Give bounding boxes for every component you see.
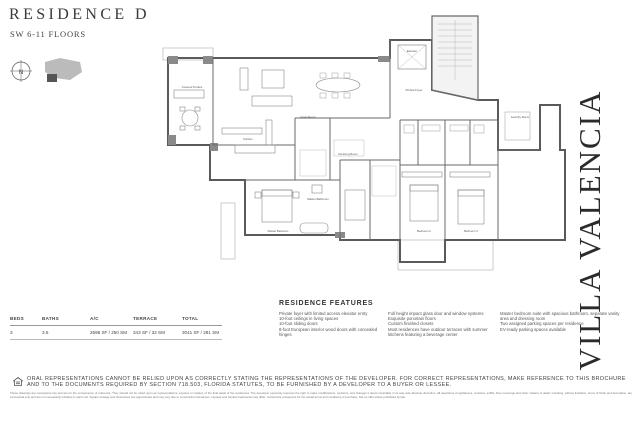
exterior-walls (168, 40, 565, 262)
feature-item: 10-foot ceilings in living spaces (279, 316, 339, 322)
features-title: RESIDENCE FEATURES (279, 300, 374, 307)
master-bath-fixtures (300, 185, 365, 233)
spec-value-terrace: 343 SF / 32 SM (133, 330, 165, 335)
room-label-laundry: Laundry Room (510, 115, 530, 119)
stair-core (432, 16, 478, 100)
spec-table (10, 312, 222, 340)
closets (300, 140, 396, 196)
feature-item: EV-ready parking spaces available (500, 326, 566, 332)
brand-text: VILLA VALENCIA (572, 89, 607, 371)
features-column-2 (388, 311, 493, 337)
room-label-bedroom-3: Bedroom 3 (464, 229, 478, 233)
equal-housing-icon (13, 377, 23, 386)
feature-item: Master bedroom suite with spacious bathroom, separate vanity area and dressing room (500, 311, 620, 322)
spec-value-beds: 3 (10, 330, 13, 335)
page-title: RESIDENCE D (9, 6, 150, 23)
living-furniture (240, 68, 360, 106)
spec-table-row (10, 326, 222, 340)
master-bed (255, 190, 299, 222)
room-label-kitchen: Kitchen (243, 137, 253, 141)
key-plan-icon (45, 58, 82, 82)
structural-columns (168, 56, 390, 238)
room-label-master-bedroom: Master Bedroom (267, 229, 289, 233)
spec-value-baths: 3.5 (42, 330, 49, 335)
secondary-beds (402, 172, 490, 224)
spec-table-header (10, 312, 222, 326)
features-column-1 (279, 311, 384, 337)
compass-icon (10, 60, 32, 82)
room-label-bedroom-2: Bedroom 2 (417, 229, 431, 233)
room-label-covered-terrace: Covered Terrace (181, 85, 203, 89)
feature-item: Exquisite porcelain floors (388, 316, 436, 322)
feature-item: Two assigned parking spaces per residence (500, 321, 584, 327)
feature-item: Full height impact glass door and window systems (388, 311, 484, 316)
spec-header-total: TOTAL (182, 316, 199, 321)
oral-representations-disclaimer: ORAL REPRESENTATIONS CANNOT BE RELIED UPON AS CORRECTLY STATING THE REPRESENTATIONS OF THE DEVELOPER. FOR CORRECT REPRESENTATIONS, MAKE REFERENCE TO THIS BROCHURE AND TO THE DOCUMENTS REQUIRED BY SECTION 718.503, FLORIDA STATUTES, TO BE FURNISHED BY A DEVELOPER TO A BUYER OR LESSEE. (27, 376, 626, 389)
spec-header-baths: BATHS (42, 316, 59, 321)
terrace-furniture (174, 90, 204, 130)
legal-fine-print: These drawings are conceptual only and are for the convenience of reference. They should not be relied upon as representations, express or implied, of the final detail of the residences. The developer expressly reserves the right to make modifications, revisions, and changes it deems desirable in its sole and absolute discretion. All depictions of appliances, counters, soffits, floor coverings and other matters of detail, including, without limitation, items of finish and decoration, are conceptual only and are not necessarily included in each unit. Square footage and dimensions are approximate and may vary due to construction tolerances. Layouts and window treatments may differ. Consult the prospectus for the actual terms and conditions of purchase. Not an offer where prohibited by law. (10, 392, 632, 399)
compass-label: N (18, 70, 24, 76)
feature-item: Most residences have outdoor terraces with summer kitchens featuring a beverage center (388, 326, 488, 337)
feature-item: 8-foot European interior wood doors with concealed hinges (279, 326, 378, 337)
feature-item: 10-foot sliding doors (279, 321, 318, 327)
spec-value-ac: 2698 SF / 250 SM (90, 330, 128, 335)
feature-item: Custom finished closets (388, 321, 434, 327)
spec-header-ac: A/C (90, 316, 99, 321)
floor-subtitle: SW 6-11 FLOORS (10, 29, 86, 39)
room-label-great-room: Great Room (300, 115, 316, 119)
room-label-master-bathroom: Master Bathroom (307, 197, 329, 201)
room-label-dressing-room: Dressing Room (338, 152, 358, 156)
room-label-private-foyer: Private Foyer (405, 88, 423, 92)
features-column-3 (500, 311, 620, 332)
spec-value-total: 3041 SF / 281 SM (182, 330, 220, 335)
feature-item: Private foyer with limited access elevator entry (279, 311, 368, 316)
spec-header-terrace: TERRACE (133, 316, 158, 321)
spec-header-beds: BEDS (10, 316, 24, 321)
room-label-elevator: Elevator (406, 49, 418, 53)
